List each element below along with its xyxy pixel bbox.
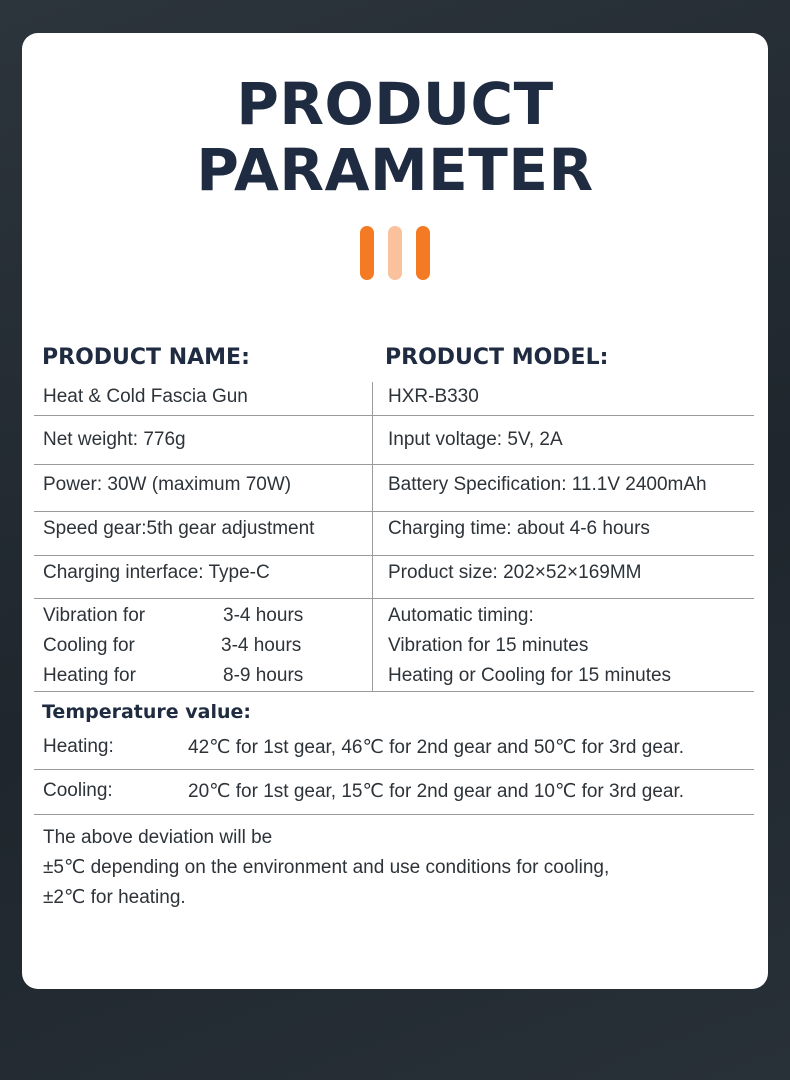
cell-right: Input voltage: 5V, 2A xyxy=(388,429,563,450)
cell-left: Heat & Cold Fascia Gun xyxy=(43,386,248,407)
table-row xyxy=(34,556,754,599)
cell-right: Charging time: about 4-6 hours xyxy=(388,518,650,539)
duration-mode: Heating for xyxy=(43,665,136,686)
deviation-note xyxy=(43,823,609,913)
note-line: ±2℃ for heating. xyxy=(43,887,186,908)
note-line: ±5℃ depending on the environment and use conditions for cooling, xyxy=(43,857,610,878)
cell-right: Product size: 202×52×169MM xyxy=(388,562,642,583)
duration-time: 3-4 hours xyxy=(223,605,304,626)
table-row xyxy=(34,416,754,465)
duration-time: 3-4 hours xyxy=(221,635,302,656)
cell-left: Power: 30W (maximum 70W) xyxy=(43,474,292,495)
duration-mode: Cooling for xyxy=(43,635,135,656)
table-row xyxy=(34,382,754,416)
accent-bar xyxy=(416,226,430,280)
cell-left: Speed gear:5th gear adjustment xyxy=(43,518,315,539)
title-line-2: PARAMETER xyxy=(196,136,594,204)
duration-time: 8-9 hours xyxy=(223,665,304,686)
table-row-durations xyxy=(34,599,754,692)
title-line-1: PRODUCT xyxy=(236,70,554,138)
auto-timing-label: Automatic timing: xyxy=(388,605,534,626)
cell-right: HXR-B330 xyxy=(388,386,479,407)
cooling-value: 20℃ for 1st gear, 15℃ for 2nd gear and 10℃ for 3rd gear. xyxy=(188,781,685,802)
cell-right: Battery Specification: 11.1V 2400mAh xyxy=(388,474,707,495)
table-row xyxy=(34,512,754,556)
heating-value: 42℃ for 1st gear, 46℃ for 2nd gear and 50℃ for 3rd gear. xyxy=(188,737,685,758)
temperature-title: Temperature value: xyxy=(42,701,252,723)
page-title xyxy=(22,71,768,203)
temperature-row-cooling xyxy=(34,770,754,815)
temperature-row-heating xyxy=(34,728,754,770)
product-name-header: PRODUCT NAME: xyxy=(42,345,250,370)
cooling-label: Cooling: xyxy=(43,780,113,801)
auto-timing-line: Vibration for 15 minutes xyxy=(388,635,589,656)
note-line: The above deviation will be xyxy=(43,827,273,848)
cell-left: Net weight: 776g xyxy=(43,429,186,450)
table-row xyxy=(34,465,754,512)
accent-bar xyxy=(360,226,374,280)
accent-bar-light xyxy=(388,226,402,280)
product-model-header: PRODUCT MODEL: xyxy=(385,345,609,370)
decorative-bars xyxy=(22,226,768,280)
cell-left: Charging interface: Type-C xyxy=(43,562,270,583)
heating-label: Heating: xyxy=(43,736,114,757)
duration-mode: Vibration for xyxy=(43,605,146,626)
parameter-table xyxy=(34,382,754,692)
parameter-card xyxy=(22,33,768,989)
auto-timing-line: Heating or Cooling for 15 minutes xyxy=(388,665,672,686)
column-divider xyxy=(372,382,373,692)
